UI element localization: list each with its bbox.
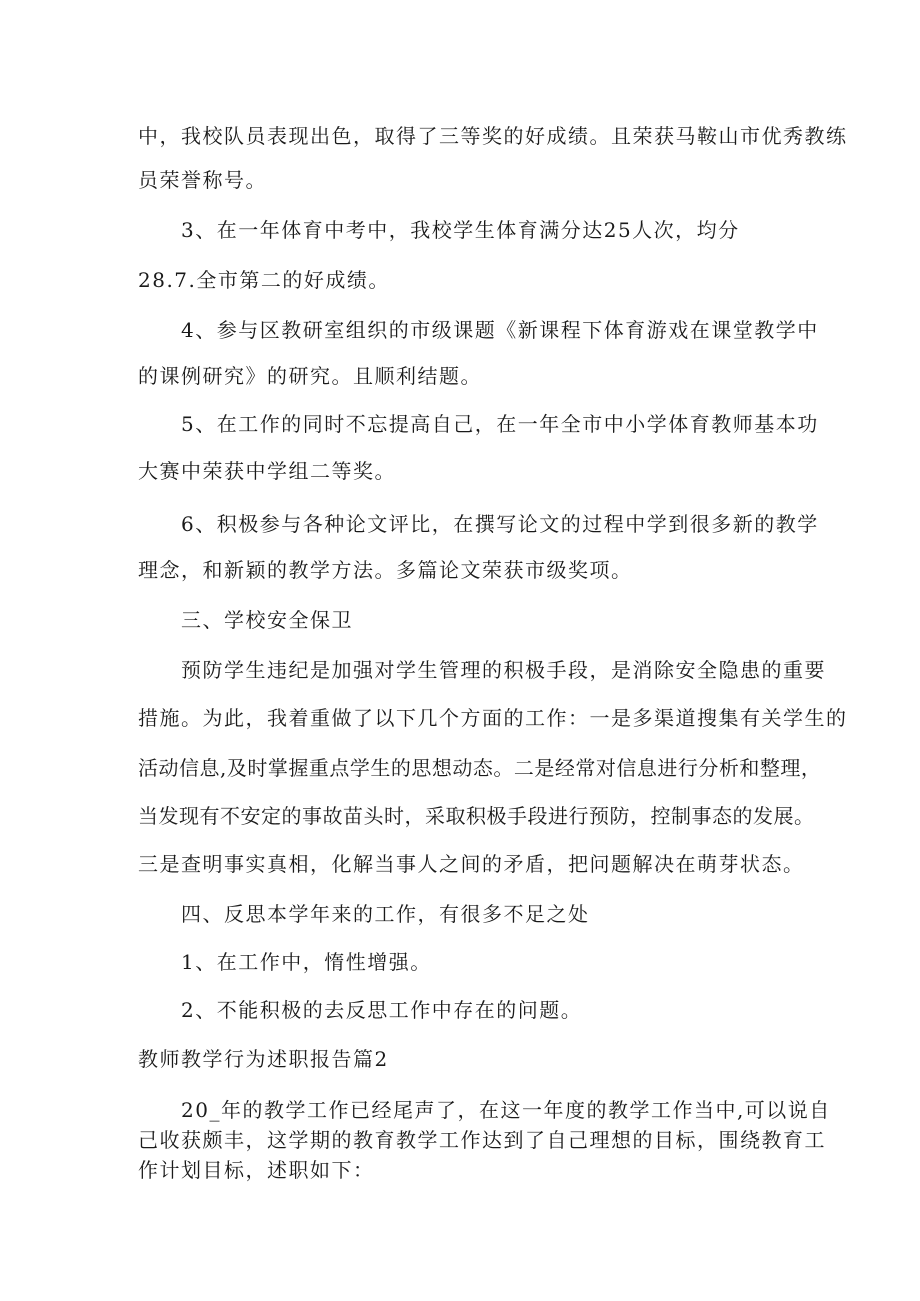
text-line: 3、在一年体育中考中，我校学生体育满分达25人次，均分 <box>181 218 740 242</box>
text-line: 4、参与区教研室组织的市级课题《新课程下体育游戏在课堂教学中 <box>181 318 819 342</box>
section-heading: 三、学校安全保卫 <box>181 608 353 632</box>
text-line: 中，我校队员表现出色，取得了三等奖的好成绩。且荣获马鞍山市优秀教练 <box>138 124 848 148</box>
text-line: 措施。为此，我着重做了以下几个方面的工作：一是多渠道搜集有关学生的 <box>138 706 848 730</box>
text-line: 20_年的教学工作已经尾声了，在这一年度的教学工作当中,可以说自 <box>181 1098 831 1122</box>
text-line: 理念，和新颖的教学方法。多篇论文荣获市级奖项。 <box>138 558 633 582</box>
text-line: 三是查明事实真相，化解当事人之间的矛盾，把问题解决在萌芽状态。 <box>138 852 805 876</box>
text-line: 5、在工作的同时不忘提高自己，在一年全市中小学体育教师基本功 <box>181 412 819 436</box>
text-line: 预防学生违纪是加强对学生管理的积极手段，是消除安全隐患的重要 <box>181 658 826 682</box>
text-line: 28.7.全市第二的好成绩。 <box>138 268 390 292</box>
text-line: 员荣誉称号。 <box>138 168 267 192</box>
text-line: 作计划目标，述职如下： <box>138 1158 375 1182</box>
section-heading: 四、反思本学年来的工作，有很多不足之处 <box>181 902 590 926</box>
text-line: 1、在工作中，惰性增强。 <box>181 950 432 974</box>
chapter-title: 教师教学行为述职报告篇2 <box>138 1047 389 1071</box>
text-line: 当发现有不安定的事故苗头时，采取积极手段进行预防，控制事态的发展。 <box>138 804 815 828</box>
text-line: 6、积极参与各种论文评比，在撰写论文的过程中学到很多新的教学 <box>181 512 819 536</box>
text-line: 大赛中荣获中学组二等奖。 <box>138 459 396 483</box>
text-line: 的课例研究》的研究。且顺利结题。 <box>138 364 482 388</box>
text-line: 2、不能积极的去反思工作中存在的问题。 <box>181 998 583 1022</box>
text-line: 活动信息,及时掌握重点学生的思想动态。二是经常对信息进行分析和整理， <box>138 756 822 780</box>
text-line: 己收获颇丰，这学期的教育教学工作达到了自己理想的目标，围绕教育工 <box>138 1128 826 1152</box>
